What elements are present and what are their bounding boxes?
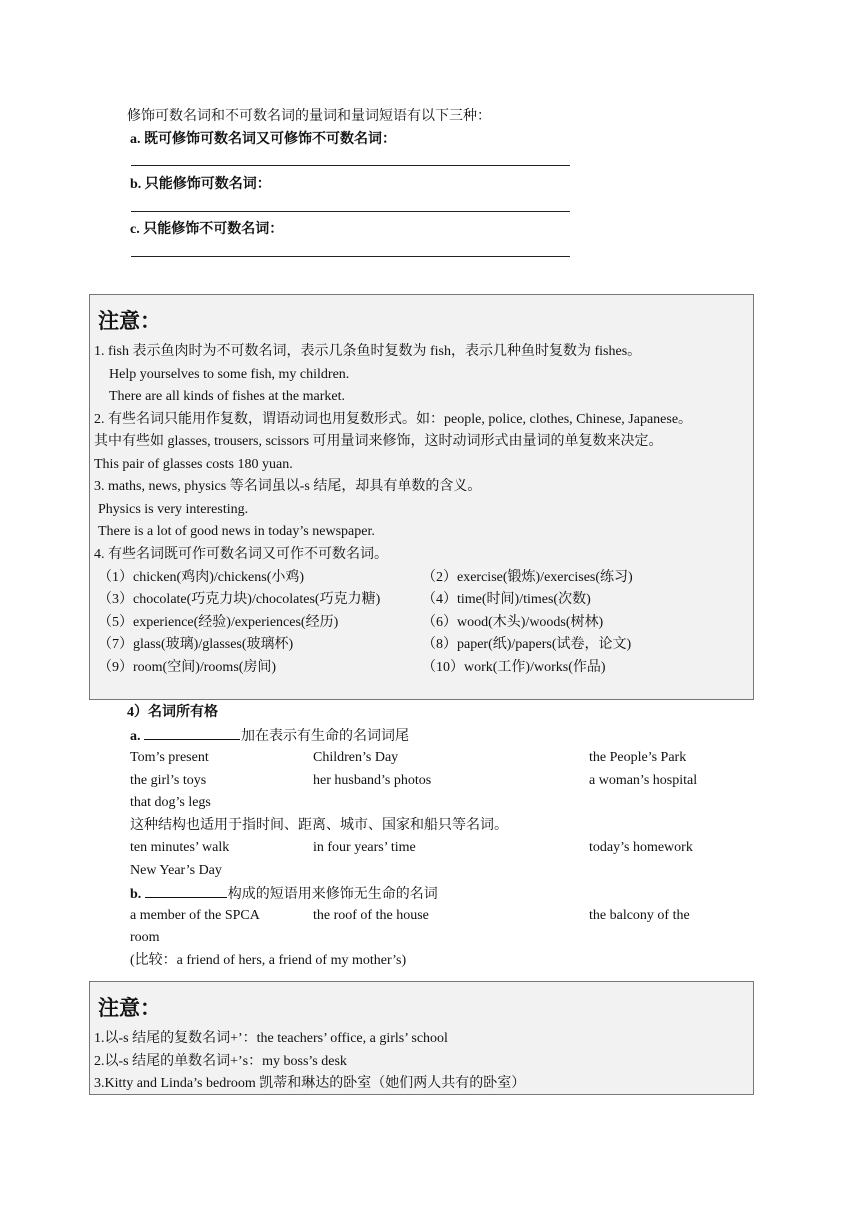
note-box-2 <box>89 981 754 1095</box>
example-cell: the People’s Park <box>589 750 687 765</box>
example-cell: Tom’s present <box>130 750 209 765</box>
example-cell: a woman’s hospital <box>589 773 698 788</box>
note2-line: 2.以-s 结尾的单数名词+’s：my boss’s desk <box>94 1054 347 1069</box>
example-cell: New Year’s Day <box>130 863 222 878</box>
note1-line: 1. fish 表示鱼肉时为不可数名词，表示几条鱼时复数为 fish，表示几种鱼时复数为 fishes。 <box>94 344 642 359</box>
possessive-a-label: a. <box>130 729 141 744</box>
example-cell: the girl’s toys <box>130 773 207 788</box>
intro-heading: 修饰可数名词和不可数名词的量词和量词短语有以下三种： <box>127 109 491 124</box>
note1-pair-right: （2）exercise(锻炼)/exercises(练习) <box>422 570 633 585</box>
note-box-1 <box>89 294 754 700</box>
possessive-b-label: b. <box>130 887 142 902</box>
note1-line: Help yourselves to some fish, my children. <box>109 367 350 382</box>
intro-a-label: a. <box>130 132 141 147</box>
possessive-a-line <box>130 725 409 747</box>
answer-line-b[interactable] <box>131 211 570 212</box>
note1-pair-left: （9）room(空间)/rooms(房间) <box>98 660 277 675</box>
note1-line: Physics is very interesting. <box>98 502 249 517</box>
possessive-b-text: 构成的短语用来修饰无生命的名词 <box>227 887 438 902</box>
possessive-heading: 4）名词所有格 <box>127 705 218 720</box>
possessive-b-line <box>130 883 438 905</box>
example-cell: the balcony of the <box>589 908 690 923</box>
example-cell: room <box>130 930 160 945</box>
possessive-a-text: 加在表示有生命的名词词尾 <box>241 729 409 744</box>
note1-line: 3. maths, news, physics 等名词虽以-s 结尾，却具有单数的含义。 <box>94 479 482 494</box>
note2-line: 3.Kitty and Linda’s bedroom 凯蒂和琳达的卧室（她们两人共有的卧室） <box>94 1076 526 1091</box>
note1-pair-left: （7）glass(玻璃)/glasses(玻璃杯) <box>98 637 294 652</box>
intro-c-text: 只能修饰不可数名词： <box>143 222 284 237</box>
intro-a-text: 既可修饰可数名词又可修饰不可数名词： <box>144 132 396 147</box>
note1-pair-right: （6）wood(木头)/woods(树林) <box>422 615 604 630</box>
note2-title: 注意： <box>98 996 161 1020</box>
blank-field-a[interactable] <box>144 725 240 740</box>
example-cell: that dog’s legs <box>130 795 211 810</box>
example-cell: today’s homework <box>589 840 693 855</box>
note1-line: 其中有些如 glasses, trousers, scissors 可用量词来修饰，这时动词形式由量词的单复数来决定。 <box>94 434 663 449</box>
note1-line: 2. 有些名词只能用作复数，谓语动词也用复数形式。如：people, police, clothes, Chinese, Japanese。 <box>94 412 693 427</box>
possessive-extend-note: 这种结构也适用于指时间、距离、城市、国家和船只等名词。 <box>130 818 508 833</box>
note1-title: 注意： <box>98 309 161 333</box>
example-cell: in four years’ time <box>313 840 416 855</box>
intro-item-a <box>130 130 396 150</box>
note1-pair-right: （4）time(时间)/times(次数) <box>422 592 591 607</box>
note1-pair-left: （5）experience(经验)/experiences(经历) <box>98 615 339 630</box>
note1-pair-right: （10）work(工作)/works(作品) <box>422 660 606 675</box>
note1-pair-left: （1）chicken(鸡肉)/chickens(小鸡) <box>98 570 305 585</box>
note1-line: There are all kinds of fishes at the market. <box>109 389 345 404</box>
example-cell: Children’s Day <box>313 750 399 765</box>
note1-line: 4. 有些名词既可作可数名词又可作不可数名词。 <box>94 547 388 562</box>
note1-pair-right: （8）paper(纸)/papers(试卷，论文) <box>422 637 632 652</box>
answer-line-a[interactable] <box>131 165 570 166</box>
example-cell: ten minutes’ walk <box>130 840 230 855</box>
answer-line-c[interactable] <box>131 256 570 257</box>
note1-line: This pair of glasses costs 180 yuan. <box>94 457 293 472</box>
note1-pair-left: （3）chocolate(巧克力块)/chocolates(巧克力糖) <box>98 592 381 607</box>
example-cell: the roof of the house <box>313 908 429 923</box>
intro-b-text: 只能修饰可数名词： <box>144 177 271 192</box>
example-cell: her husband’s photos <box>313 773 432 788</box>
example-cell: a member of the SPCA <box>130 908 260 923</box>
intro-item-c <box>130 220 283 240</box>
intro-item-b <box>130 175 271 195</box>
blank-field-b[interactable] <box>145 883 227 898</box>
intro-b-label: b. <box>130 177 142 192</box>
possessive-compare: (比较：a friend of hers, a friend of my mother’s) <box>130 953 407 968</box>
note1-line: There is a lot of good news in today’s newspaper. <box>98 524 375 539</box>
note2-line: 1.以-s 结尾的复数名词+’：the teachers’ office, a girls’ school <box>94 1031 448 1046</box>
intro-c-label: c. <box>130 222 140 237</box>
